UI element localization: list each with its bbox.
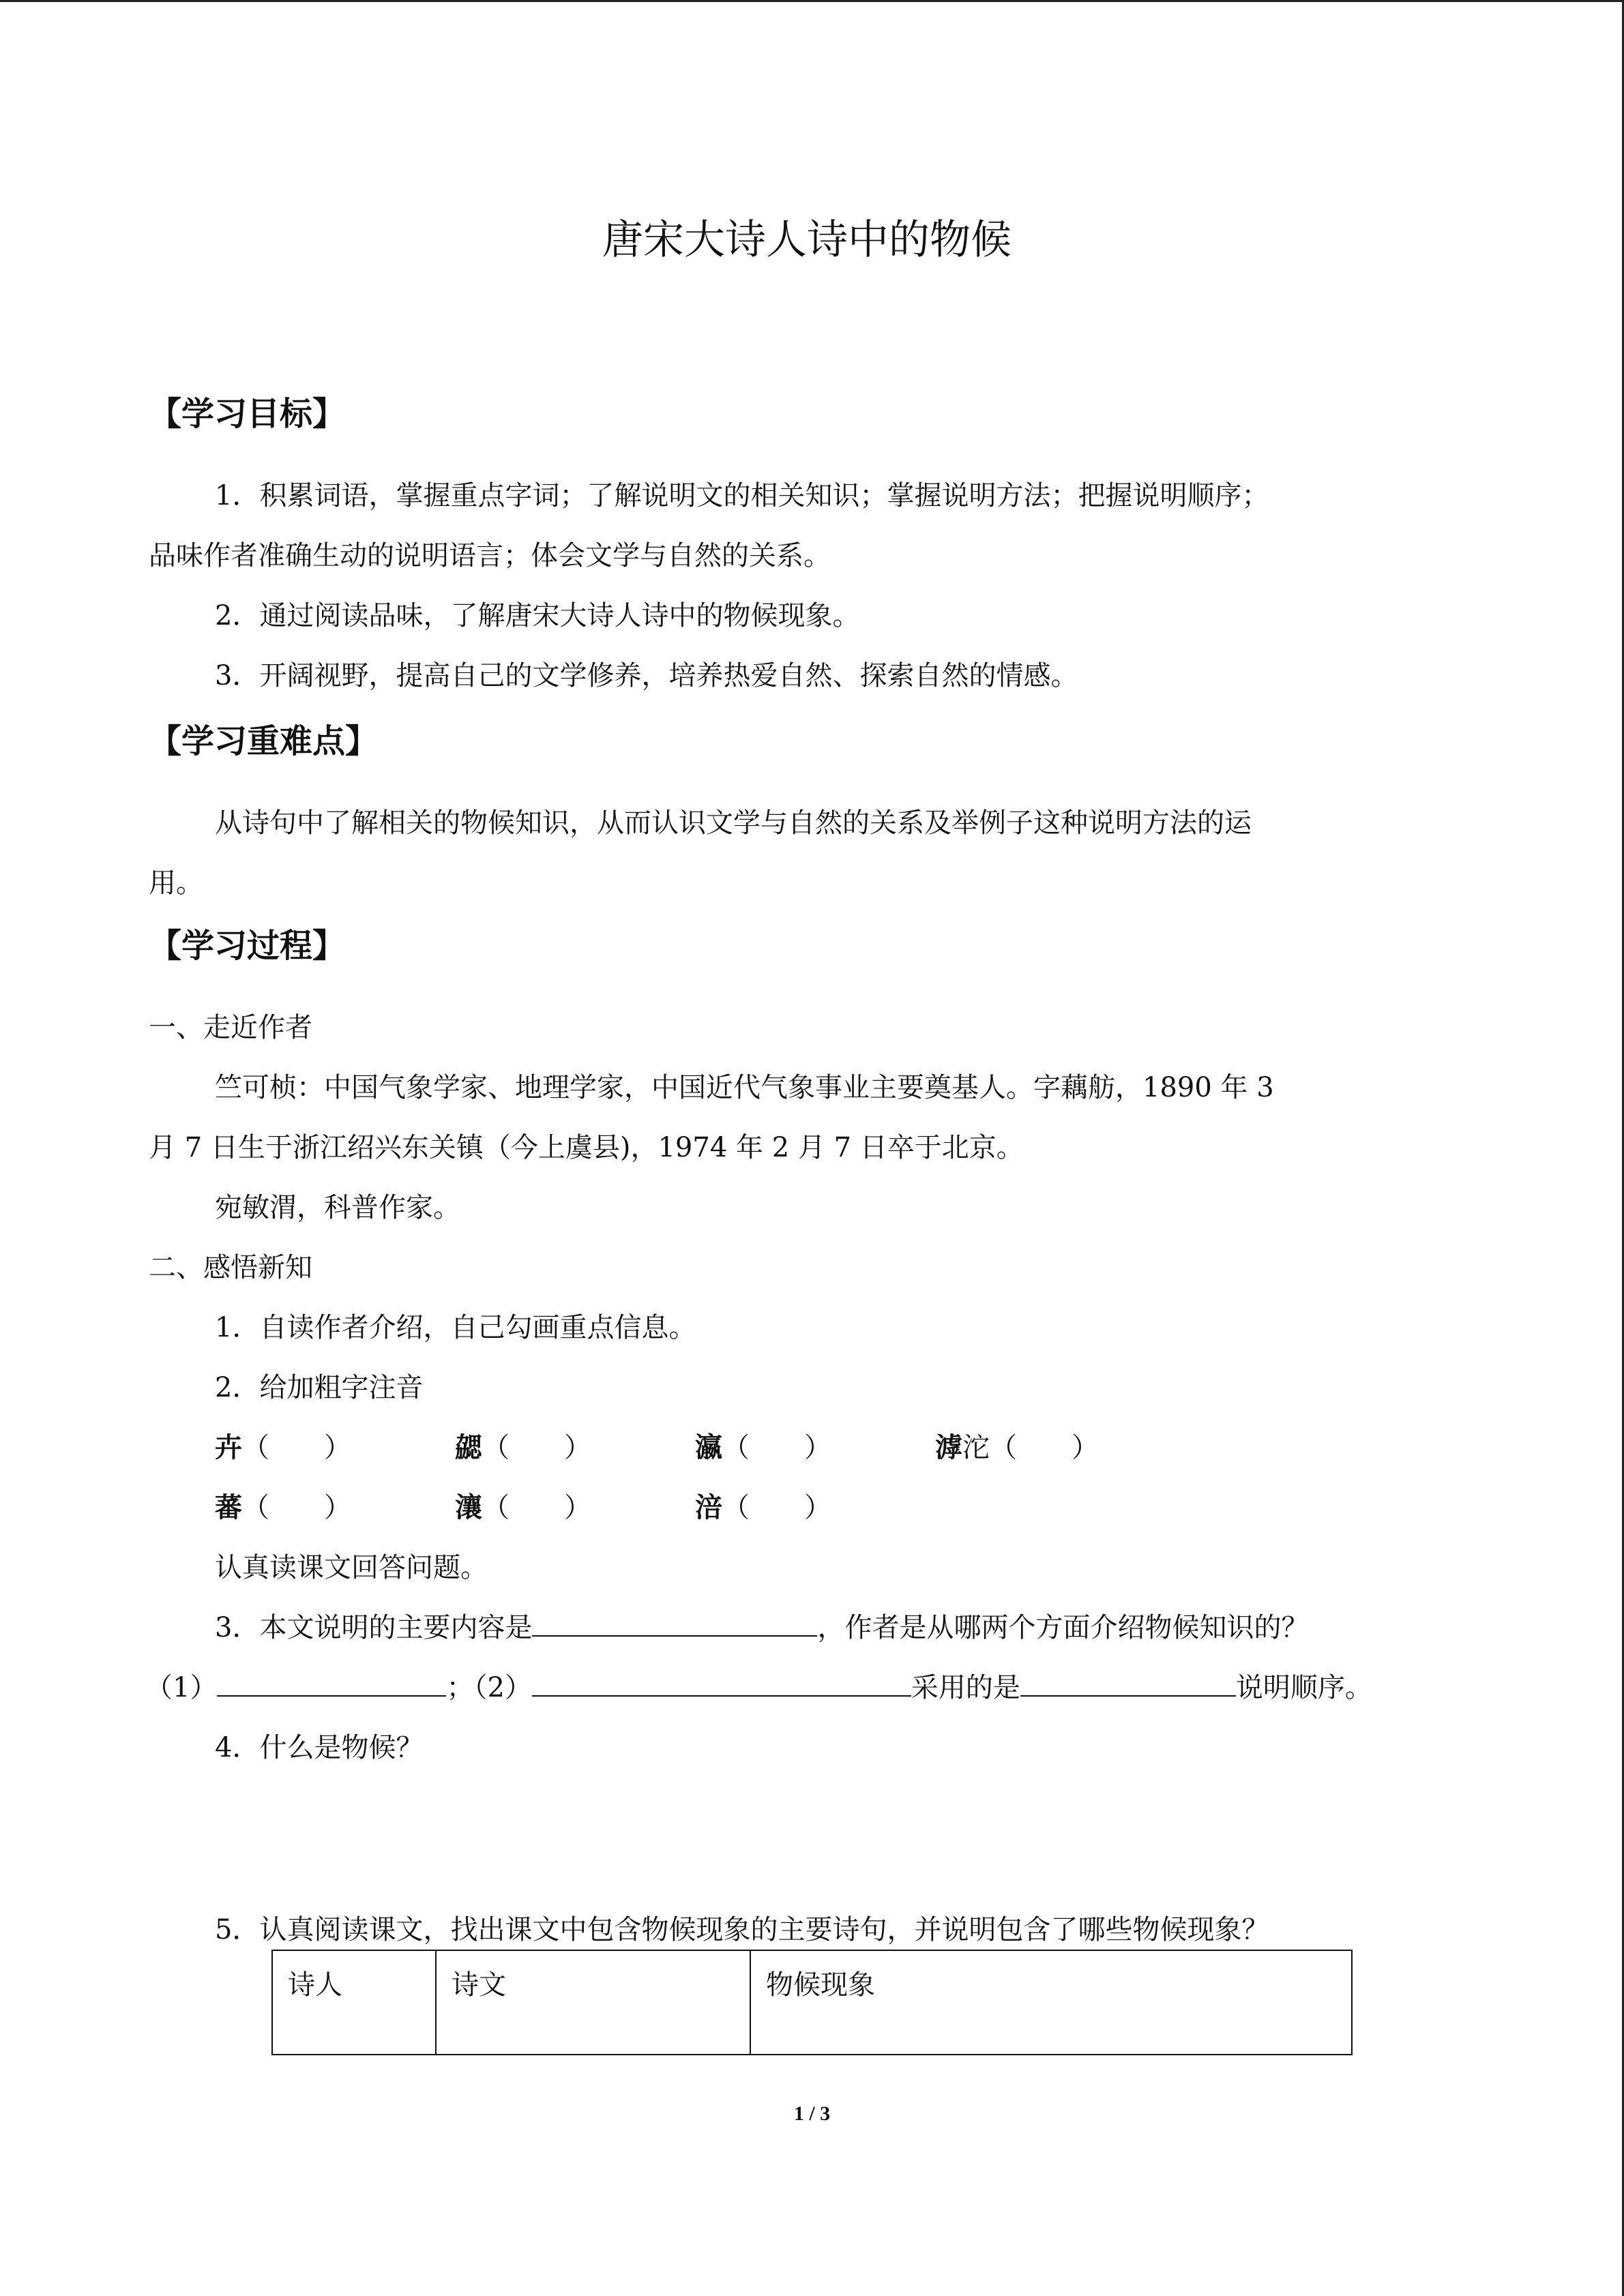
poem-table: [271, 1950, 1353, 2055]
author-bio-line-2: 月 7 日生于浙江绍兴东关镇（今上虞县)，1974 年 2 月 7 日卒于北京。: [149, 1132, 1024, 1163]
pinyin-item: 勰（ ）: [455, 1431, 591, 1463]
pinyin-item: 卉（ ）: [215, 1431, 351, 1463]
table-header-row: [272, 1950, 1352, 2055]
part2-heading: 二、感悟新知: [149, 1252, 312, 1283]
author-bio-line-1: 竺可桢：中国气象学家、地理学家，中国近代气象事业主要奠基人。字藕舫，1890 年 3: [215, 1072, 1274, 1103]
question-3: 3．本文说明的主要内容是 ，作者是从哪两个方面介绍物候知识的？: [149, 1598, 1465, 1658]
key-point-line-1: 从诗句中了解相关的物候知识，从而认识文学与自然的关系及举例子这种说明方法的运: [215, 807, 1252, 839]
goal-line-1: 1．积累词语，掌握重点字词；了解说明文的相关知识；掌握说明方法；把握说明顺序；: [215, 480, 1269, 511]
question-2: 2．给加粗字注音: [215, 1372, 424, 1403]
coauthor-line: 宛敏渭，科普作家。: [215, 1192, 460, 1223]
pinyin-item: 蕃（ ）: [215, 1491, 351, 1523]
answer-blank-aspect-1[interactable]: [217, 1665, 446, 1697]
answer-blank-order[interactable]: [1020, 1665, 1236, 1697]
goal-line-2: 2．通过阅读品味，了解唐宋大诗人诗中的物候现象。: [215, 600, 860, 631]
goal-line-3: 3．开阔视野，提高自己的文学修养，培养热爱自然、探索自然的情感。: [215, 660, 1078, 691]
table-header-poem: 诗文: [436, 1950, 750, 2055]
key-point-line-2: 用。: [149, 867, 203, 899]
question-4: 4．什么是物候？: [215, 1732, 424, 1763]
pinyin-item: 瀛（ ）: [695, 1431, 831, 1463]
question-3-cont: （1） ；（2） 采用的是 说明顺序。: [145, 1658, 1462, 1718]
answer-blank-main-content[interactable]: [532, 1605, 817, 1637]
pinyin-item: 滹沱（ ）: [935, 1431, 1099, 1463]
table-header-phenomenon: 物候现象: [750, 1950, 1352, 2055]
document-title: 唐宋大诗人诗中的物候: [602, 216, 1012, 264]
table-header-poet: 诗人: [272, 1950, 436, 2055]
section-heading-goals: 【学习目标】: [149, 395, 346, 433]
page-number: 1 / 3: [793, 2102, 831, 2125]
pinyin-item: 涪（ ）: [695, 1491, 831, 1523]
section-heading-process: 【学习过程】: [149, 927, 346, 965]
question-1: 1．自读作者介绍，自己勾画重点信息。: [215, 1312, 696, 1343]
goal-line-1-cont: 品味作者准确生动的说明语言；体会文学与自然的关系。: [149, 540, 831, 571]
question-5: 5．认真阅读课文，找出课文中包含物候现象的主要诗句，并说明包含了哪些物候现象？: [215, 1914, 1269, 1945]
read-prompt: 认真读课文回答问题。: [215, 1552, 488, 1583]
part1-heading: 一、走近作者: [149, 1012, 312, 1043]
section-heading-key-points: 【学习重难点】: [149, 722, 379, 760]
page-border-top: [0, 0, 1624, 2]
answer-blank-aspect-2[interactable]: [532, 1665, 911, 1697]
pinyin-item: 瀼（ ）: [455, 1491, 591, 1523]
